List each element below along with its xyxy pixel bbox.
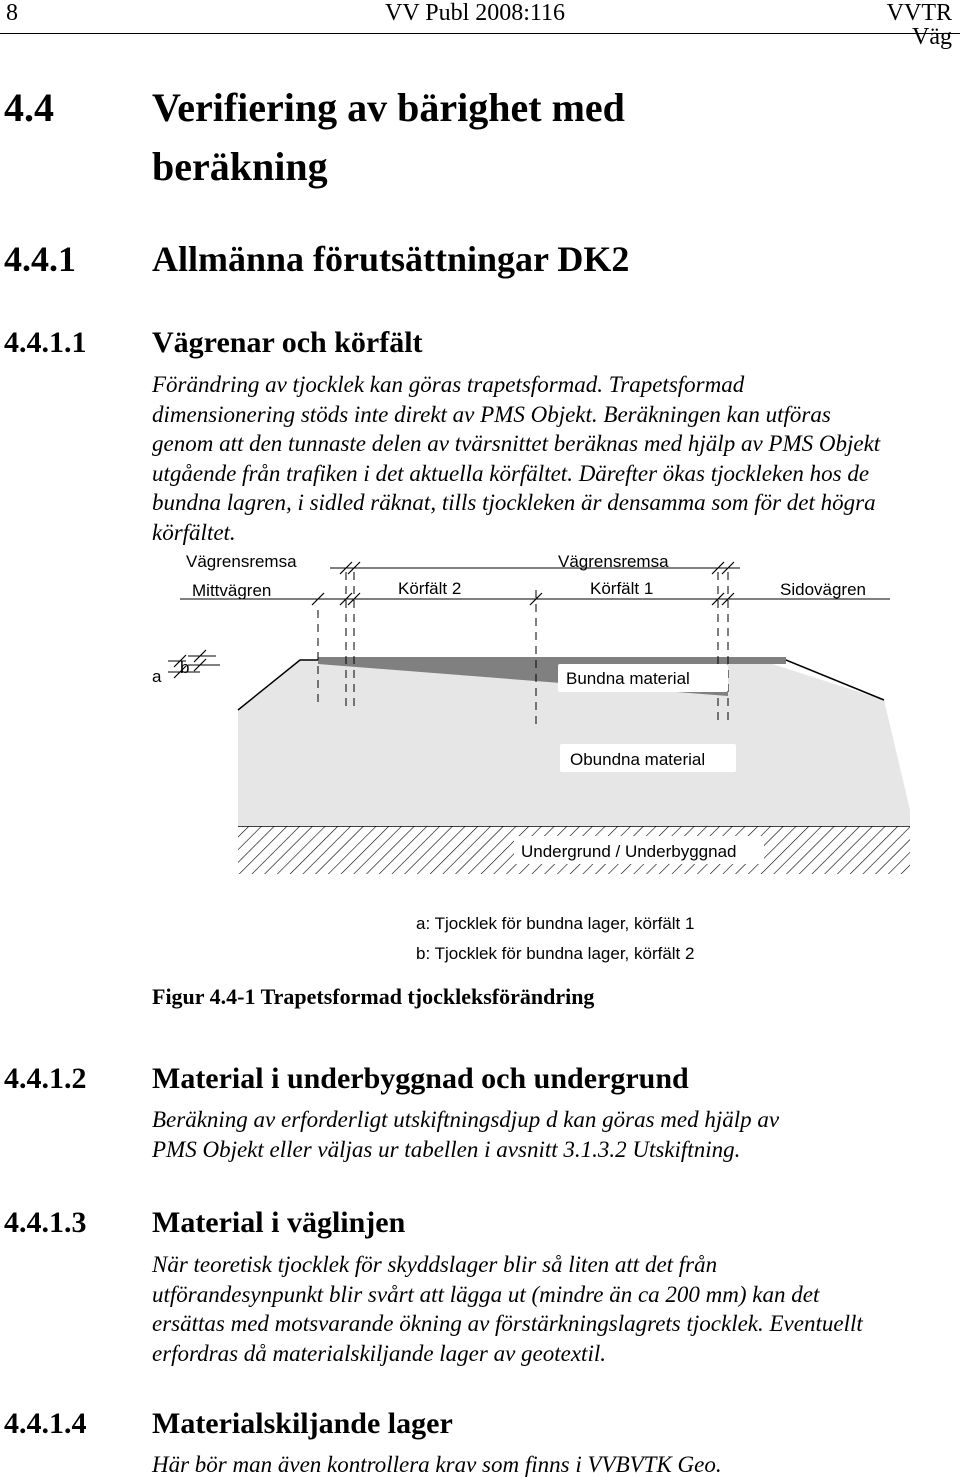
body-line: utförandesynpunkt blir svårt att lägga ut (mindre än ca 200 mm) kan det [152, 1281, 820, 1307]
subsubsection-title: Vägrenar och körfält [152, 326, 423, 359]
body-line: bundna lagren, i sidled räknat, tills tjockleken är densamma som för det högra [152, 490, 876, 515]
label-korfalt-2: Körfält 2 [398, 579, 462, 598]
subsubsection-number: 4.4.1.3 [4, 1206, 87, 1239]
publication-id: VV Publ 2008:116 [385, 0, 566, 26]
road-cross-section-figure [0, 540, 960, 980]
body-line: Förändring av tjocklek kan göras trapetsformad. Trapetsformad [152, 372, 745, 397]
body-line: erfordras då materialskiljande lager av geotextil. [152, 1340, 606, 1366]
body-line: ersättas med motsvarande ökning av förstärkningslagrets tjocklek. Eventuellt [152, 1311, 863, 1336]
label-vagrensremsa-left: Vägrensremsa [186, 552, 297, 571]
body-line: utgående från trafiken i det aktuella körfältet. Därefter ökas tjockleken hos de [152, 460, 870, 486]
body-line: Beräkning av erforderligt utskiftningsdjup d kan göras med hjälp av [152, 1107, 780, 1132]
org-subname: Väg [912, 24, 952, 50]
label-b: b [180, 658, 190, 677]
label-vagrensremsa-right: Vägrensremsa [558, 552, 669, 571]
legend-a: a: Tjocklek för bundna lager, körfält 1 [416, 914, 695, 933]
org-name: VVTR [886, 0, 952, 26]
label-sidovagren: Sidovägren [780, 580, 867, 599]
legend-b: b: Tjocklek för bundna lager, körfält 2 [416, 944, 695, 963]
subsection-title: Allmänna förutsättningar DK2 [152, 239, 630, 279]
subsubsection-number: 4.4.1.4 [4, 1407, 87, 1440]
label-obundna-material: Obundna material [570, 750, 706, 769]
body-line: PMS Objekt eller väljas ur tabellen i avsnitt 3.1.3.2 Utskiftning. [152, 1136, 741, 1162]
subsubsection-number: 4.4.1.2 [4, 1062, 87, 1095]
body-line: dimensionering stöds inte direkt av PMS Objekt. Beräkningen kan utföras [152, 401, 831, 427]
body-paragraph [152, 370, 952, 547]
figure-caption: Figur 4.4-1 Trapetsformad tjockleksförändring [152, 984, 595, 1009]
label-undergrund: Undergrund / Underbyggnad [521, 842, 737, 861]
body-line: Här bör man även kontrollera krav som finns i VVBVTK Geo. [152, 1452, 722, 1477]
section-title: Verifiering av bärighet med [152, 85, 625, 130]
subsubsection-title: Material i väglinjen [152, 1206, 406, 1239]
body-line: När teoretisk tjocklek för skyddslager blir så liten att det från [152, 1252, 718, 1277]
header-rule [0, 33, 960, 34]
body-line: körfältet. [152, 519, 236, 545]
label-korfalt-1: Körfält 1 [590, 579, 654, 598]
body-paragraph [152, 1250, 952, 1368]
section-title-cont: beräkning [152, 144, 328, 189]
page-number: 8 [6, 0, 18, 26]
body-line: genom att den tunnaste delen av tvärsnittet beräknas med hjälp av PMS Objekt [152, 431, 881, 456]
subsection-number: 4.4.1 [4, 239, 76, 279]
subsubsection-title: Material i underbyggnad och undergrund [152, 1062, 689, 1095]
label-bundna-material: Bundna material [566, 669, 690, 688]
subsubsection-number: 4.4.1.1 [4, 326, 87, 359]
label-mittvagren: Mittvägren [192, 581, 272, 600]
section-number: 4.4 [4, 85, 54, 130]
label-a: a [152, 667, 162, 686]
body-paragraph [152, 1105, 952, 1164]
body-paragraph [152, 1450, 952, 1480]
subsubsection-title: Materialskiljande lager [152, 1407, 453, 1440]
